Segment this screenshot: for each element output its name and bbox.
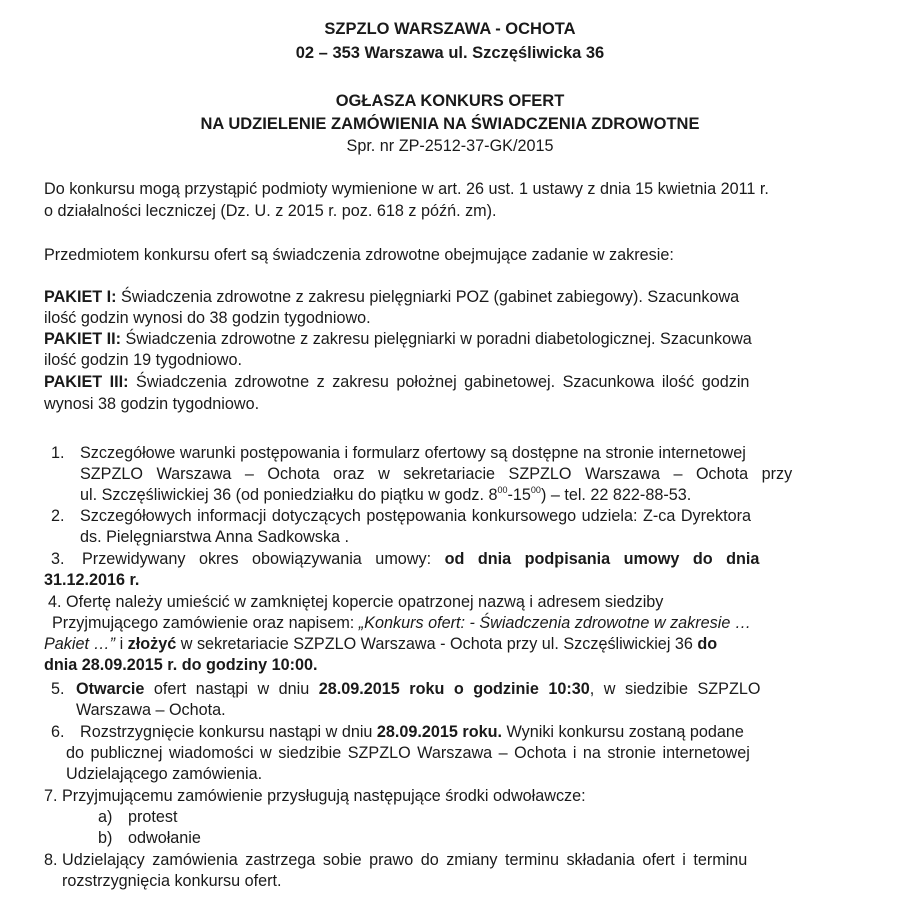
sub-item-label: a) <box>98 808 113 826</box>
text: Przewidywany okres obowiązywania umowy: <box>82 550 445 568</box>
announcement-title: OGŁASZA KONKURS OFERT <box>335 92 565 110</box>
item-5-line-1 <box>76 680 760 699</box>
item-1-line-2: SZPZLO Warszawa – Ochota oraz w sekretariacie SZPZLO Warszawa – Ochota przy <box>80 465 793 483</box>
item-number: 3. <box>51 550 65 568</box>
package-desc: Świadczenia zdrowotne z zakresu położnej gabinetowej. Szacunkowa ilość godzin <box>128 373 750 391</box>
text: złożyć <box>127 635 177 653</box>
item-4-line-1: Ofertę należy umieścić w zamkniętej kopercie opatrzonej nazwą i adresem siedziby <box>66 593 664 611</box>
submission-deadline: dnia 28.09.2015 r. do godziny 10:00. <box>44 656 318 674</box>
resolution-date: 28.09.2015 roku. <box>376 723 503 741</box>
package-3-hours: wynosi 38 godzin tygodniowo. <box>44 395 260 413</box>
text: Przyjmującego zamówienie oraz napisem: <box>52 614 359 632</box>
text: ) – tel. 22 822-88-53. <box>540 486 692 504</box>
item-1-line-3 <box>80 486 691 505</box>
item-number: 8. <box>44 851 58 869</box>
item-2-line-2: ds. Pielęgniarstwa Anna Sadkowska . <box>80 528 350 546</box>
organization-address: 02 – 353 Warszawa ul. Szczęśliwicka 36 <box>295 44 605 62</box>
item-6-line-2: do publicznej wiadomości w siedzibie SZPZLO Warszawa – Ochota i na stronie internetowej <box>66 744 750 762</box>
item-number: 4. <box>48 593 62 611</box>
item-3-line-2 <box>44 571 139 590</box>
package-desc: Świadczenia zdrowotne z zakresu pielęgniarki w poradni diabetologicznej. Szacunkowa <box>121 330 752 348</box>
item-4-line-3 <box>44 635 717 654</box>
text: i <box>115 635 128 653</box>
item-number: 6. <box>51 723 65 741</box>
package-3 <box>44 373 749 392</box>
announcement-subtitle: NA UDZIELENIE ZAMÓWIENIA NA ŚWIADCZENIA ZDROWOTNE <box>200 115 700 133</box>
text: -15 <box>507 486 531 504</box>
text: do <box>697 635 718 653</box>
item-1-line-1: Szczegółowe warunki postępowania i formularz ofertowy są dostępne na stronie internetowej <box>80 444 746 462</box>
opening-datetime: 28.09.2015 roku o godzinie 10:30 <box>318 680 590 698</box>
contract-end-date: 31.12.2016 r. <box>44 571 140 589</box>
intro-line-2: o działalności leczniczej (Dz. U. z 2015 r. poz. 618 z późń. zm). <box>44 202 497 220</box>
package-label: PAKIET III: <box>44 373 129 391</box>
item-4-line-2 <box>52 614 751 633</box>
contract-period: od dnia podpisania umowy do dnia <box>444 550 760 568</box>
sub-item-appeal: odwołanie <box>128 829 201 847</box>
text: Otwarcie <box>76 680 145 698</box>
package-label: PAKIET I: <box>44 288 117 306</box>
text: Rozstrzygnięcie konkursu nastąpi w dniu <box>80 723 377 741</box>
subject-line: Przedmiotem konkursu ofert są świadczenia zdrowotne obejmujące zadanie w zakresie: <box>44 246 674 264</box>
item-4-line-4 <box>44 656 318 675</box>
text: Wyniki konkursu zostaną podane <box>502 723 744 741</box>
superscript: 00 <box>530 485 541 495</box>
package-1 <box>44 288 739 307</box>
item-number: 5. <box>51 680 65 698</box>
item-2-line-1: Szczegółowych informacji dotyczących postępowania konkursowego udziela: Z-ca Dyrektora <box>80 507 751 525</box>
item-6-line-3: Udzielającego zamówienia. <box>66 765 263 783</box>
item-number: 7. <box>44 787 58 805</box>
superscript: 00 <box>497 485 508 495</box>
organization-name: SZPZLO WARSZAWA - OCHOTA <box>324 20 576 38</box>
item-7-line-1: Przyjmującemu zamówienie przysługują następujące środki odwoławcze: <box>62 787 586 805</box>
text: , w siedzibie SZPZLO <box>589 680 761 698</box>
item-8-line-1: Udzielający zamówienia zastrzega sobie prawo do zmiany terminu składania ofert i terminu <box>62 851 748 869</box>
package-1-hours: ilość godzin wynosi do 38 godzin tygodniowo. <box>44 309 371 327</box>
item-8-line-2: rozstrzygnięcia konkursu ofert. <box>62 872 282 890</box>
item-number: 1. <box>51 444 65 462</box>
item-3-line-1 <box>82 550 759 569</box>
package-2-hours: ilość godzin 19 tygodniowo. <box>44 351 242 369</box>
item-number: 2. <box>51 507 65 525</box>
package-2 <box>44 330 752 349</box>
package-label: PAKIET II: <box>44 330 122 348</box>
text: Pakiet …” <box>44 635 116 653</box>
text: ul. Szczęśliwickiej 36 (od poniedziałku do piątku w godz. 8 <box>80 486 498 504</box>
text: ofert nastąpi w dniu <box>144 680 319 698</box>
envelope-label: „Konkurs ofert: - Świadczenia zdrowotne w zakresie … <box>358 614 752 632</box>
text: w sekretariacie SZPZLO Warszawa - Ochota przy ul. Szczęśliwickiej 36 <box>176 635 698 653</box>
item-6-line-1 <box>80 723 744 742</box>
item-5-line-2: Warszawa – Ochota. <box>76 701 226 719</box>
case-number: Spr. nr ZP-2512-37-GK/2015 <box>346 137 554 155</box>
intro-line-1: Do konkursu mogą przystąpić podmioty wymienione w art. 26 ust. 1 ustawy z dnia 15 kwietnia 2011 r. <box>44 180 769 198</box>
package-desc: Świadczenia zdrowotne z zakresu pielęgniarki POZ (gabinet zabiegowy). Szacunkowa <box>116 288 740 306</box>
sub-item-protest: protest <box>128 808 178 826</box>
sub-item-label: b) <box>98 829 113 847</box>
